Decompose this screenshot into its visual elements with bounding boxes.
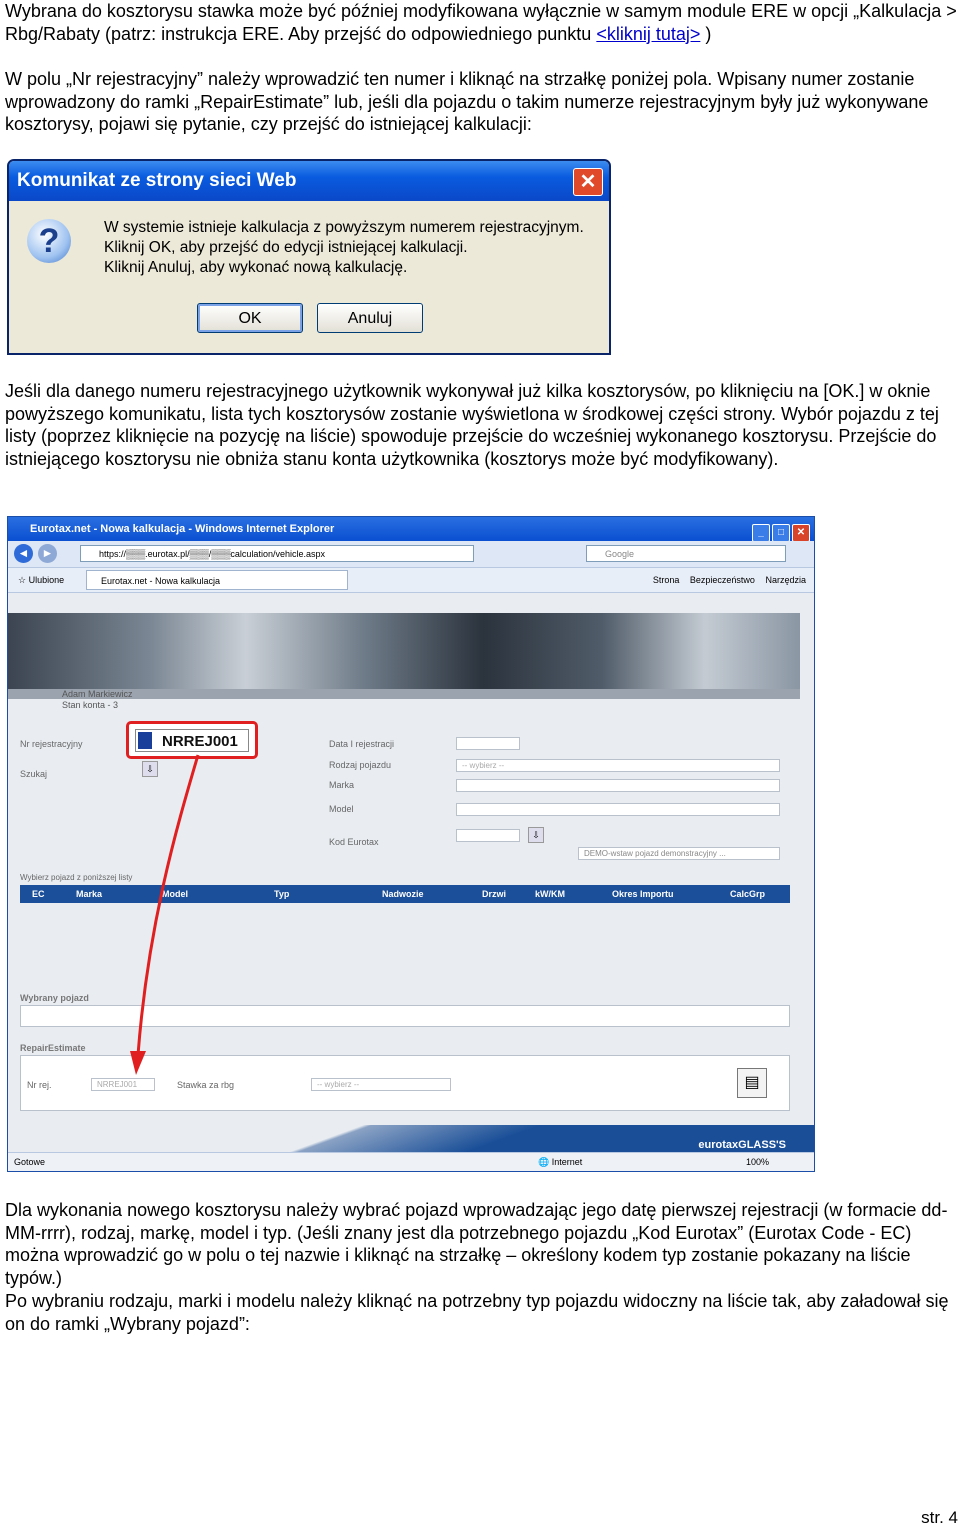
dialog-line-3: Kliknij Anuluj, aby wykonać nową kalkulację. — [104, 259, 408, 276]
dialog-title-bar — [9, 161, 609, 201]
web-message-dialog — [7, 159, 611, 355]
reg-value: NRREJ001 — [162, 733, 238, 750]
maximize-icon[interactable]: □ — [772, 524, 790, 542]
minimize-icon[interactable]: _ — [752, 524, 770, 542]
favorites-button[interactable]: ☆ Ulubione — [18, 575, 65, 585]
red-arrow-annotation — [8, 593, 814, 1155]
col-body[interactable]: Nadwozie — [382, 889, 424, 899]
forward-icon[interactable]: ► — [38, 544, 57, 563]
dialog-title: Komunikat ze strony sieci Web — [17, 170, 297, 191]
arrow-down-icon[interactable]: ⇩ — [142, 761, 158, 777]
col-model[interactable]: Model — [162, 889, 188, 899]
intro-paragraph — [5, 0, 957, 45]
zoom-level[interactable]: 100% — [746, 1157, 770, 1167]
cancel-button[interactable]: Anuluj — [317, 303, 423, 333]
intro-text: Wybrana do kosztorysu stawka może być później modyfikowana wyłącznie w samym module ERE w opcji „Kalkulacja > Rbg/Rabaty (patrz: instrukcja ERE. Aby przejść do odpowiedniego punktu — [5, 1, 957, 44]
reg-label: Nr rejestracyjny — [20, 739, 83, 749]
zone-label: Internet — [551, 1157, 583, 1167]
status-bar — [8, 1152, 814, 1171]
selected-vehicle-label: Wybrany pojazd — [20, 993, 89, 1003]
demo-button[interactable]: DEMO-wstaw pojazd demonstracyjny ... — [578, 847, 780, 860]
code-label: Kod Eurotax — [329, 837, 379, 847]
vehicle-type-label: Rodzaj pojazdu — [329, 760, 392, 770]
browser-tab[interactable]: Eurotax.net - Nowa kalkulacja — [86, 570, 348, 590]
col-calcgrp[interactable]: CalcGrp — [730, 889, 766, 899]
vehicle-type-select[interactable]: -- wybierz -- — [456, 759, 780, 772]
security-menu[interactable]: Bezpieczeństwo — [689, 575, 755, 585]
address-toolbar — [8, 541, 814, 568]
browser-title-bar — [8, 517, 814, 541]
select-type-paragraph: Po wybraniu rodzaju, marki i modelu należy kliknąć na potrzebny typ pojazdu widoczny na liście tak, aby załadował się on do ramki „Wybrany pojazd”: — [5, 1291, 949, 1334]
intro-tail: ) — [700, 23, 712, 44]
col-import-period[interactable]: Okres Importu — [612, 889, 674, 899]
first-reg-label: Data I rejestracji — [329, 739, 395, 749]
browser-title: Eurotax.net - Nowa kalkulacja - Windows Internet Explorer — [30, 523, 335, 535]
address-bar[interactable]: https://▒▒▒.eurotax.pl/▒▒▒/▒▒▒calculation/vehicle.aspx — [80, 545, 474, 562]
command-bar — [645, 568, 806, 592]
col-type[interactable]: Typ — [274, 889, 290, 899]
nr-rej-input[interactable]: NRREJ001 — [91, 1078, 155, 1091]
account-balance: Stan konta - 3 — [62, 700, 119, 710]
model-label: Model — [329, 804, 354, 814]
user-name: Adam Markiewicz — [62, 689, 133, 699]
col-make[interactable]: Marka — [76, 889, 103, 899]
nr-rej-label: Nr rej. — [27, 1080, 52, 1090]
close-icon[interactable]: ✕ — [573, 168, 603, 196]
col-doors[interactable]: Drzwi — [482, 889, 507, 899]
col-power[interactable]: kW/KM — [535, 889, 565, 899]
close-window-icon[interactable]: ✕ — [792, 524, 810, 542]
web-app-page — [8, 593, 814, 1155]
status-text: Gotowe — [14, 1157, 46, 1167]
eurotax-logo: eurotaxGLASS'S — [698, 1139, 786, 1151]
search-input[interactable]: Google — [586, 545, 786, 562]
dialog-line-1: W systemie istnieje kalkulacja z powyższym numerem rejestracyjnym. — [104, 219, 584, 236]
make-label: Marka — [329, 780, 355, 790]
col-ec[interactable]: EC — [32, 889, 45, 899]
dialog-message — [104, 218, 584, 278]
page-menu[interactable]: Strona — [652, 575, 680, 585]
registration-paragraph: W polu „Nr rejestracyjny” należy wprowadzić ten numer i kliknąć na strzałkę poniżej pola. Wpisany numer zostanie wprowadzony do ramki „RepairEstimate” lub, jeśli dla pojazdu o takim numerze rejestracyjnym były już wykonywane kosztorysy, pojawi się pytanie, czy przejść do istniejącej kalkulacji: — [5, 69, 929, 135]
existing-estimates-paragraph: Jeśli dla danego numeru rejestracyjnego użytkownik wykonywał już kilka kosztorysów, po kliknięciu na [OK.] w oknie powyższego komunikatu, lista tych kosztorysów zostanie wyświetlona w środkowej części strony. Wybór pojazdu z tej listy (poprzez kliknięcie na pozycję na liście) spowoduje przejście do wcześniej wykonanego kosztorysu. Przejście do istniejącego kosztorysu nie obniża stanu konta użytkownika (kosztorys może być modyfikowany). — [5, 381, 939, 470]
status-zone: 🌐 Internet — [538, 1157, 583, 1167]
calculator-icon[interactable]: ▤ — [737, 1068, 767, 1098]
instruction-link[interactable]: <kliknij tutaj> — [596, 23, 701, 44]
new-estimate-paragraph: Dla wykonania nowego kosztorysu należy wybrać pojazd wprowadzając jego datę pierwszej rejestracji (w formacie dd-MM-rrrr), rodzaj, markę, model i typ. (Jeśli znany jest dla potrzebnego pojazdu „Kod Eurotax” (Eurotax Code - EC) można wprowadzić go w polu o tej nazwie i kliknąć na strzałkę – określony kodem typ zostanie pokazany na liście typów.) — [5, 1200, 948, 1289]
back-icon[interactable]: ◄ — [14, 544, 33, 563]
favorites-label: Ulubione — [28, 575, 65, 585]
page-number: str. 4 — [921, 1508, 958, 1527]
dialog-line-2: Kliknij OK, aby przejść do edycji istniejącej kalkulacji. — [104, 239, 468, 256]
search-label: Szukaj — [20, 769, 48, 779]
browser-screenshot — [7, 516, 815, 1172]
favorites-bar — [8, 568, 814, 593]
code-arrow-icon[interactable]: ⇩ — [528, 827, 544, 843]
question-icon: ? — [27, 219, 71, 263]
rate-label: Stawka za rbg — [177, 1080, 235, 1090]
list-hint: Wybierz pojazd z poniższej listy — [20, 873, 133, 882]
ok-button[interactable]: OK — [197, 303, 303, 333]
tools-menu[interactable]: Narzędzia — [765, 575, 806, 585]
repair-estimate-label: RepairEstimate — [20, 1043, 86, 1053]
rate-select[interactable]: -- wybierz -- — [311, 1078, 451, 1091]
